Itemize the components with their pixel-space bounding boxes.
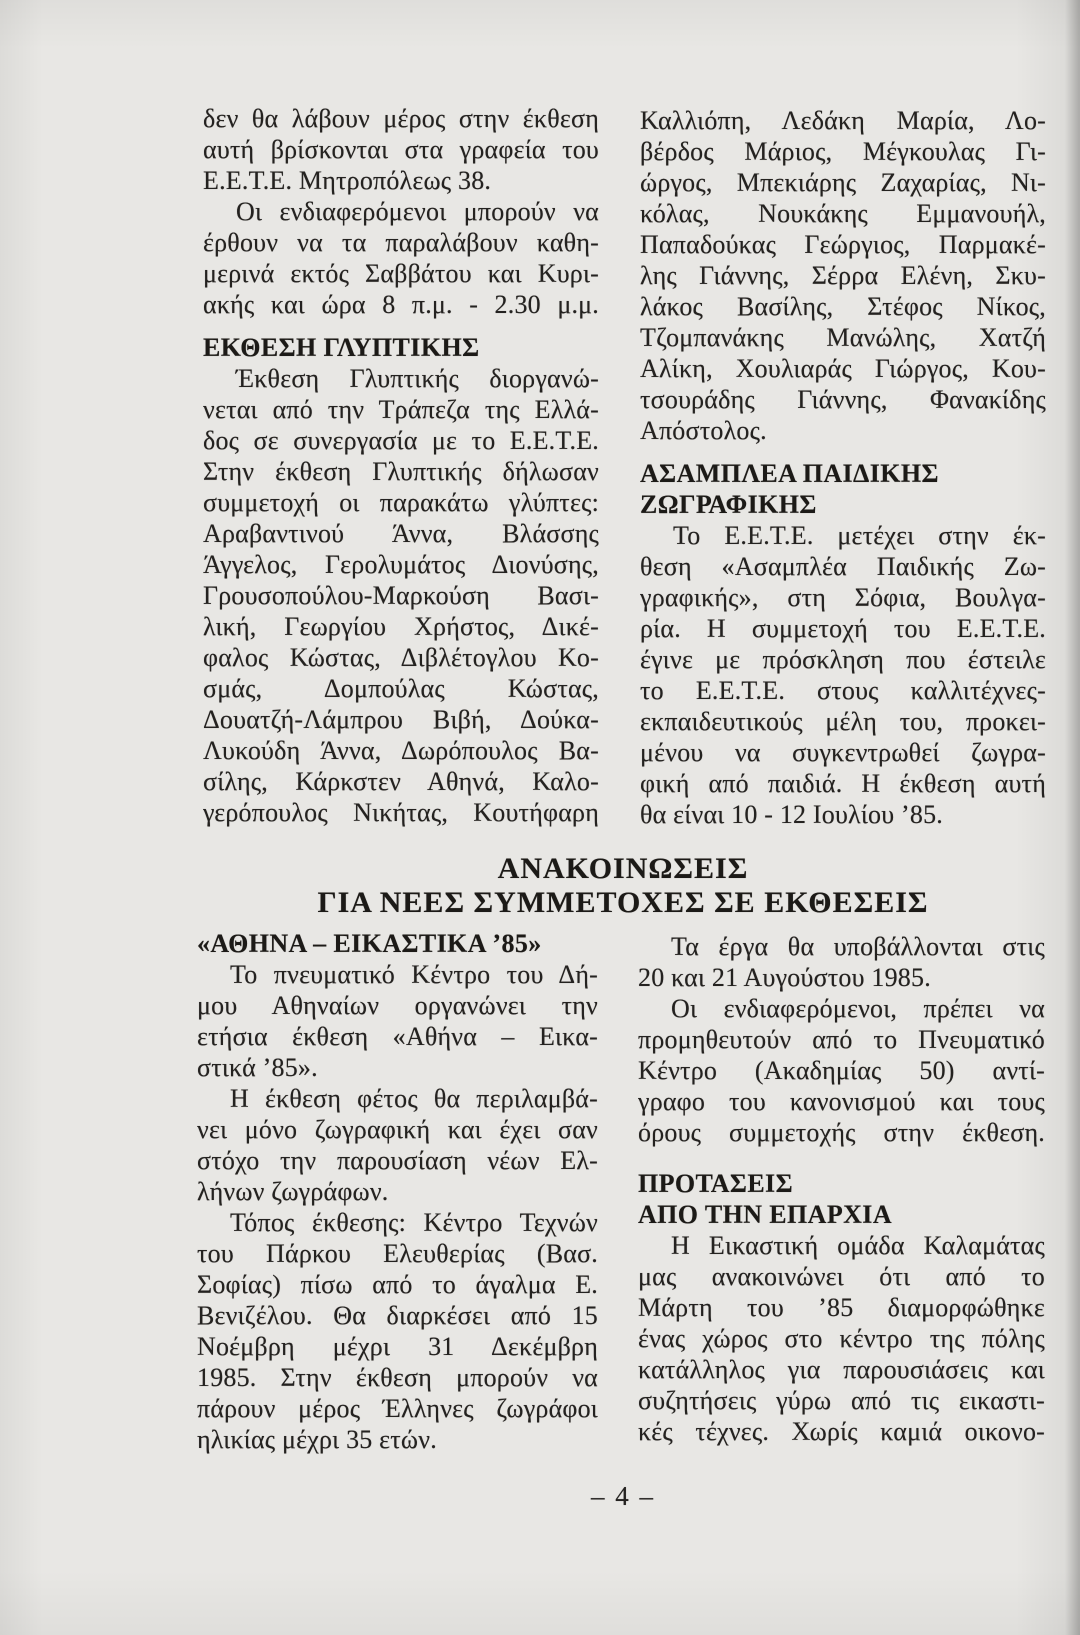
text-line: Νοέμβρη μέχρι 31 Δεκέμβρη [197,1332,598,1361]
text-line: μας ανακοινώνει ότι από το [638,1262,1045,1291]
text-line: Η έκθεση φέτος θα περιλαμβά- [230,1084,598,1113]
text-line: γερόπουλος Νικήτας, Κουτήφαρη [203,798,599,827]
text-line: προμηθευτούν από το Πνευματικό [638,1025,1045,1054]
text-line: έρθουν να τα παραλάβουν καθη- [203,228,599,257]
text-line: Τόπος έκθεσης: Κέντρο Τεχνών [230,1208,598,1237]
text-line: πάρουν μέρος Έλληνες ζωγράφοι [197,1394,598,1423]
text-line: μου Αθηναίων οργανώνει την [197,991,598,1020]
text-line: γραφικής», στη Σόφια, Βουλγα- [640,583,1046,612]
text-line: λάκος Βασίλης, Στέφος Νίκος, [640,292,1046,321]
text-line: Το πνευματικό Κέντρο του Δή- [230,960,598,989]
text-line: Στην έκθεση Γλυπτικής δήλωσαν [203,457,599,486]
column-top-right [640,105,1046,830]
text-line: φική από παιδιά. Η έκθεση αυτή [640,769,1046,798]
section-heading: ΑΠΟ ΤΗΝ ΕΠΑΡΧΙΑ [638,1200,892,1229]
announcements-heading-line2: ΓΙΑ ΝΕΕΣ ΣΥΜΜΕΤΟΧΕΣ ΣΕ ΕΚΘΕΣΕΙΣ [317,886,929,919]
text-line: Οι ενδιαφερόμενοι μπορούν να [236,197,599,226]
text-line: Ε.Ε.Τ.Ε. Μητροπόλεως 38. [203,166,492,195]
section-heading: ΠΡΟΤΑΣΕΙΣ [638,1169,793,1198]
text-line: ώργος, Μπεκιάρης Ζαχαρίας, Νι- [640,168,1046,197]
text-line: μένου να συγκεντρωθεί ζωγρα- [640,738,1046,767]
text-line: Καλλιόπη, Λεδάκη Μαρία, Λο- [640,106,1046,135]
text-line: Βενιζέλου. Θα διαρκέσει από 15 [197,1301,598,1330]
text-line: όρους συμμετοχής στην έκθεση. [638,1118,1045,1147]
text-line: Σοφίας) πίσω από το άγαλμα Ε. [197,1270,598,1299]
text-line: Κέντρο (Ακαδημίας 50) αντί- [638,1056,1045,1085]
text-line: 1985. Στην έκθεση μπορούν να [197,1363,598,1392]
text-line: Άγγελος, Γερολυμάτος Διονύσης, [203,550,599,579]
text-line: ακής και ώρα 8 π.μ. - 2.30 μ.μ. [203,290,599,319]
text-line: ρία. Η συμμετοχή του Ε.Ε.Τ.Ε. [640,614,1046,643]
text-line: Λυκούδη Άννα, Δωρόπουλος Βα- [203,736,599,765]
text-line: δος σε συνεργασία με το Ε.Ε.Τ.Ε. [203,426,599,455]
text-line: λήνων ζωγράφων. [197,1177,389,1206]
text-line: νει μόνο ζωγραφική και έχει σαν [197,1115,598,1144]
text-line: Έκθεση Γλυπτικής διοργανώ- [236,364,599,393]
text-line: Παπαδούκας Γεώργιος, Παρμακέ- [640,230,1046,259]
text-line: δεν θα λάβουν μέρος στην έκθεση [203,104,599,133]
section-heading: «ΑΘΗΝΑ – ΕΙΚΑΣΤΙΚΑ ’85» [197,929,542,958]
text-line: Η Εικαστική ομάδα Καλαμάτας [671,1231,1045,1260]
text-line: σίλης, Κάρκστεν Αθηνά, Καλο- [203,767,599,796]
text-line: ηλικίας μέχρι 35 ετών. [197,1425,437,1454]
text-line: αυτή βρίσκονται στα γραφεία του [203,135,599,164]
text-line: Απόστολος. [640,416,767,445]
text-line: Οι ενδιαφερόμενοι, πρέπει να [671,994,1045,1023]
text-line: γραφο του κανονισμού και τους [638,1087,1045,1116]
text-line: θα είναι 10 - 12 Ιουλίου ’85. [640,800,943,829]
text-line: στικά ’85». [197,1053,318,1082]
text-line: βέρδος Μάριος, Μέγκουλας Γι- [640,137,1046,166]
text-line: στόχο την παρουσίαση νέων Ελ- [197,1146,598,1175]
section-heading: ΕΚΘΕΣΗ ΓΛΥΠΤΙΚΗΣ [203,333,480,362]
text-line: Μάρτη του ’85 διαμορφώθηκε [638,1293,1045,1322]
text-line: εκπαιδευτικούς μέλη του, προκει- [640,707,1046,736]
text-line: μερινά εκτός Σαββάτου και Κυρι- [203,259,599,288]
text-line: Αλίκη, Χουλιαράς Γιώργος, Κου- [640,354,1046,383]
text-line: κόλας, Νουκάκης Εμμανουήλ, [640,199,1046,228]
text-line: Τα έργα θα υποβάλλονται στις [671,932,1045,961]
page-number: – 4 – [591,1481,655,1511]
text-line: Γρουσοπούλου-Μαρκούση Βασι- [203,581,599,610]
text-line: θεση «Ασαμπλέα Παιδικής Ζω- [640,552,1046,581]
text-line: τσουράδης Γιάννης, Φανακίδης [640,385,1046,414]
announcements-heading-line1: ΑΝΑΚΟΙΝΩΣΕΙΣ [497,852,749,885]
text-line: φαλος Κώστας, Διβλέτογλου Κο- [203,643,599,672]
text-line: σμάς, Δομπούλας Κώστας, [203,674,599,703]
text-line: νεται από την Τράπεζα της Ελλά- [203,395,599,424]
text-line: ένας χώρος στο κέντρο της πόλης [638,1324,1045,1353]
text-line: κατάλληλος για παρουσιάσεις και [638,1355,1045,1384]
text-line: Το Ε.Ε.Τ.Ε. μετέχει στην έκ- [673,521,1046,550]
announcements-heading [200,851,1046,920]
text-line: λική, Γεωργίου Χρήστος, Δικέ- [203,612,599,641]
text-line: λης Γιάννης, Σέρρα Ελένη, Σκυ- [640,261,1046,290]
column-bottom-left [197,928,598,1455]
text-line: Δουατζή-Λάμπρου Βιβή, Δούκα- [203,705,599,734]
text-line: του Πάρκου Ελευθερίας (Βασ. [197,1239,598,1268]
column-top-left [203,103,599,828]
text-line: συζητήσεις γύρω από τις εικαστι- [638,1386,1045,1415]
text-line: ετήσια έκθεση «Αθήνα – Εικα- [197,1022,598,1051]
text-line: έγινε με πρόσκληση που έστειλε [640,645,1046,674]
text-line: Αραβαντινού Άννα, Βλάσσης [203,519,599,548]
text-line: κές τέχνες. Χωρίς καμιά οικονο- [638,1417,1045,1446]
section-heading: ΖΩΓΡΑΦΙΚΗΣ [640,490,817,519]
text-line: 20 και 21 Αυγούστου 1985. [638,963,931,992]
column-bottom-right [638,931,1045,1447]
section-heading: ΑΣΑΜΠΛΕΑ ΠΑΙΔΙΚΗΣ [640,459,939,488]
text-line: Τζομπανάκης Μανώλης, Χατζή [640,323,1046,352]
text-line: το Ε.Ε.Τ.Ε. στους καλλιτέχνες- [640,676,1046,705]
text-line: συμμετοχή οι παρακάτω γλύπτες: [203,488,599,517]
